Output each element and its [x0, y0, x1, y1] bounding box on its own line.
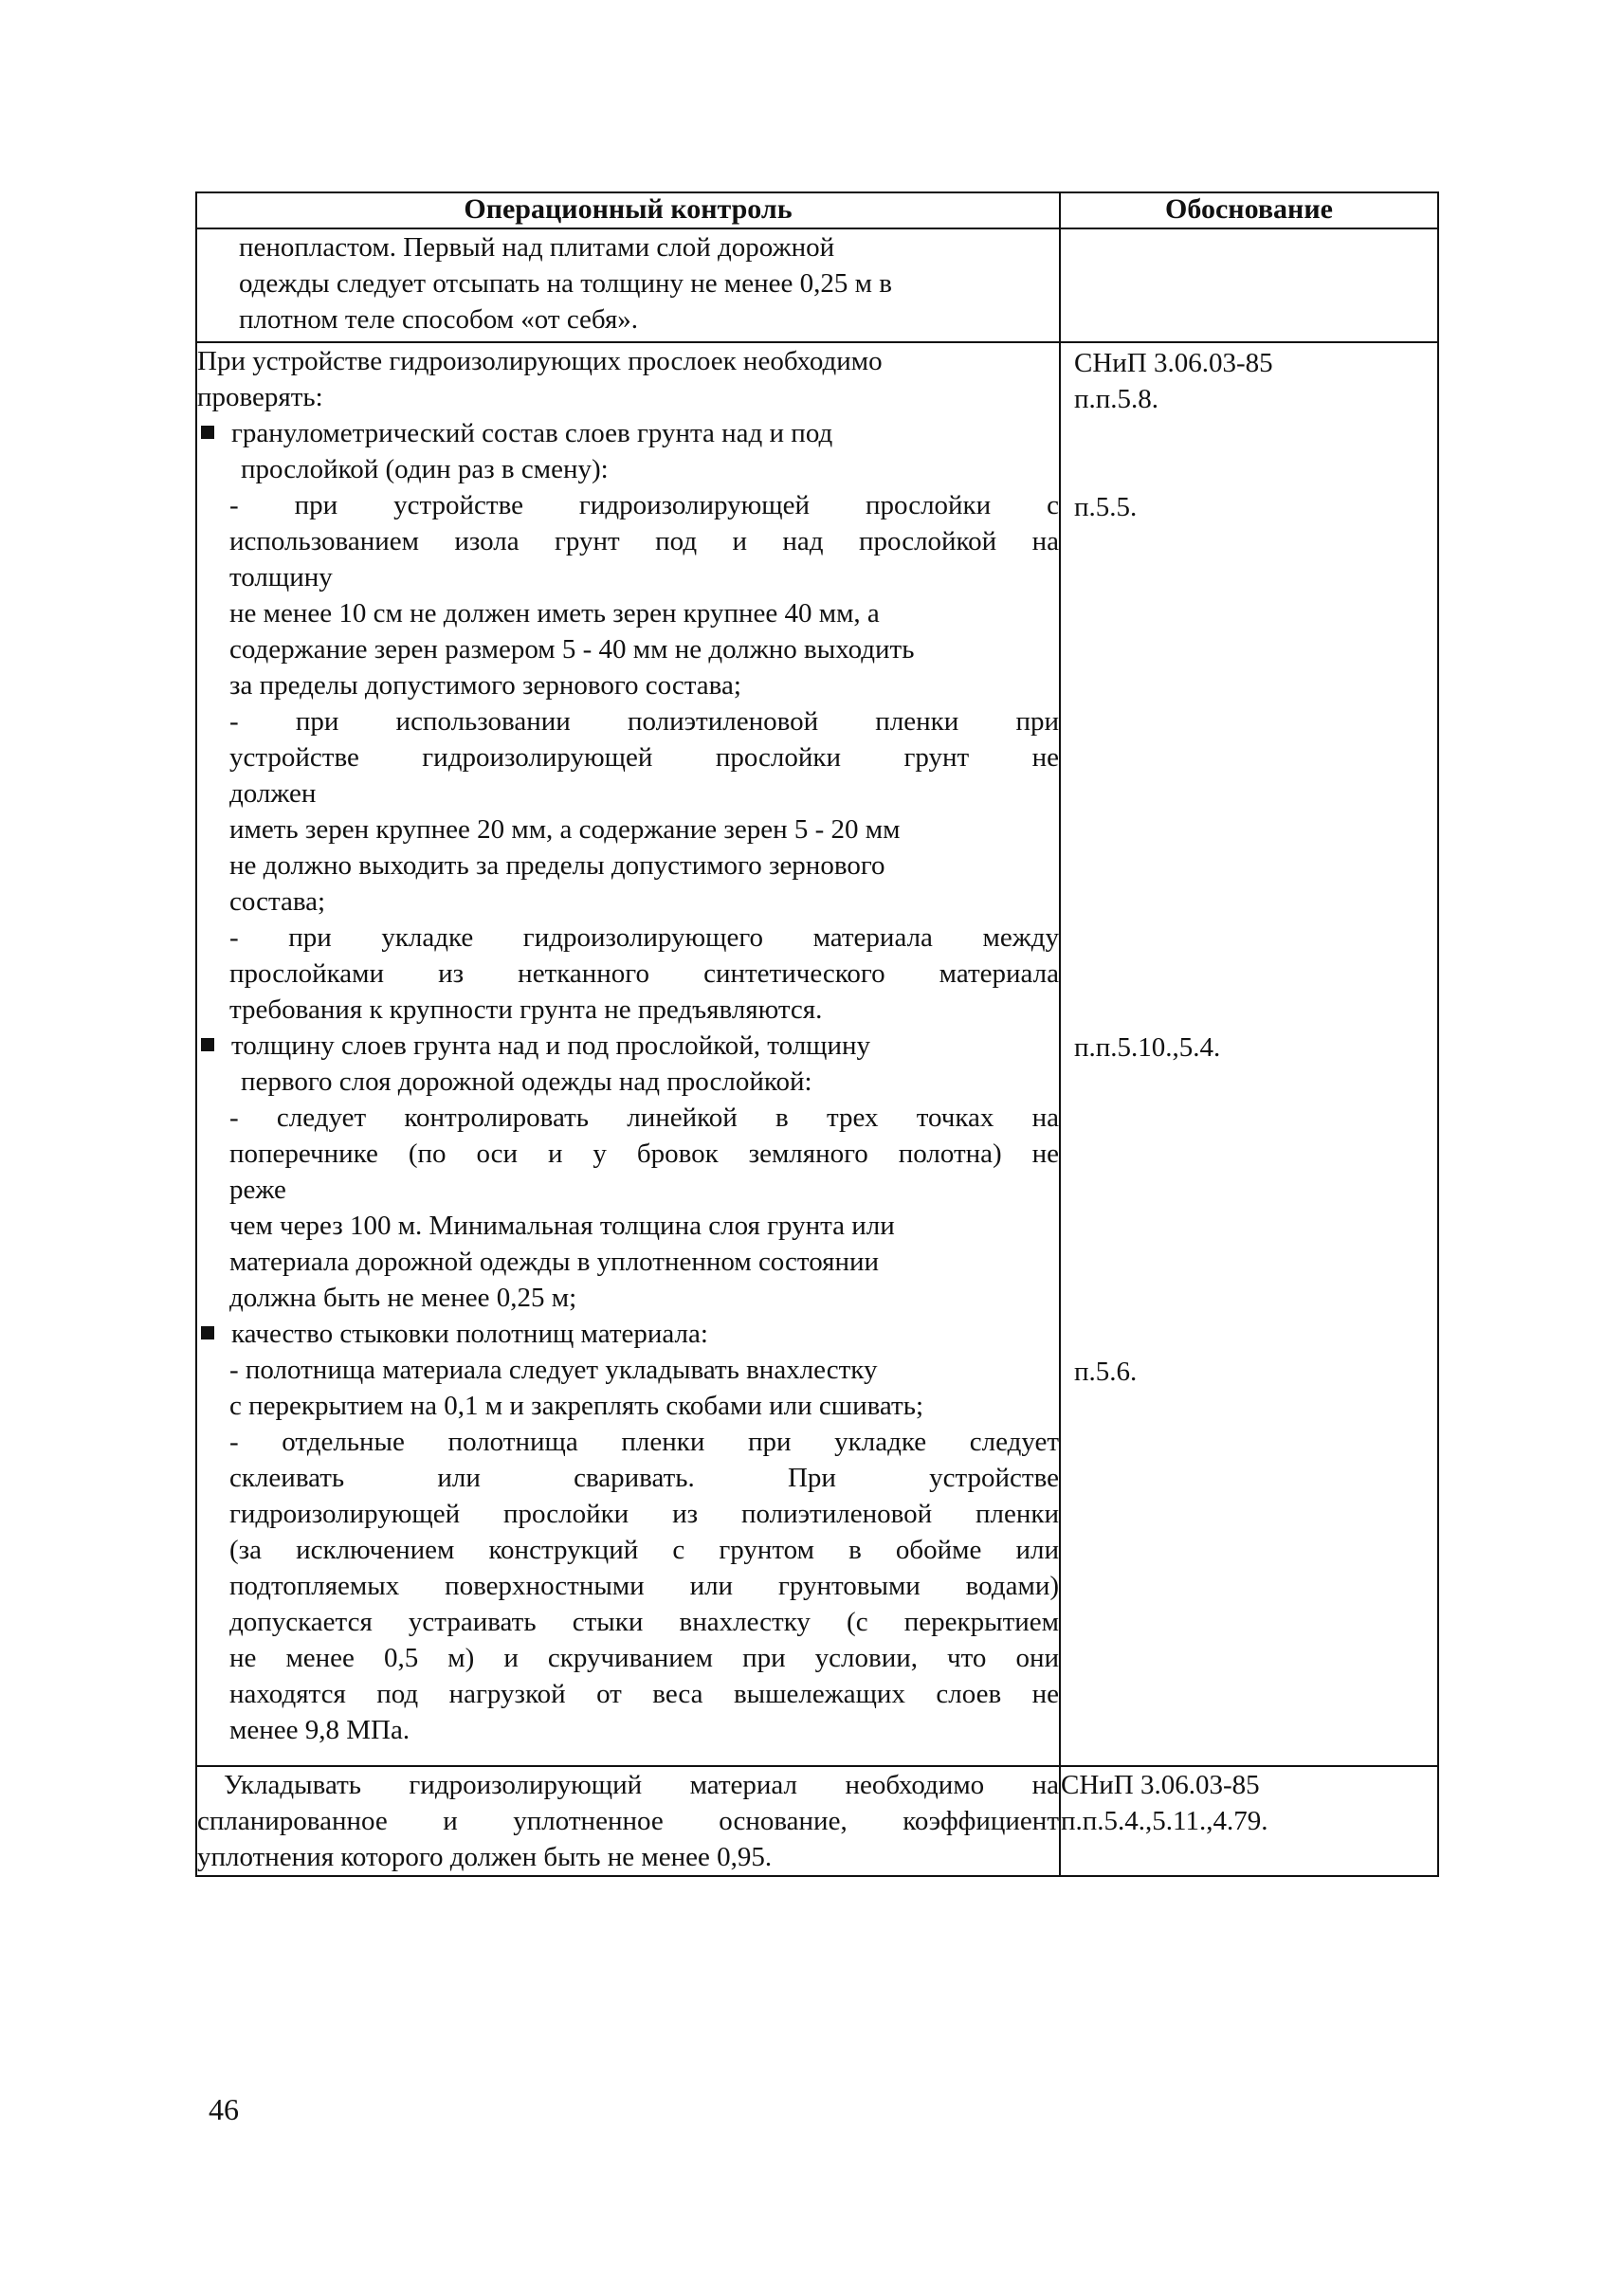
- dash-line: должна быть не менее 0,25 м;: [229, 1283, 577, 1313]
- dash-line: допускается устраивать стыки внахлестку (с перекрытием: [229, 1607, 1059, 1637]
- dash-line: чем через 100 м. Минимальная толщина слоя грунта или: [229, 1211, 895, 1241]
- row3-line: Укладывать гидроизолирующий материал необходимо на: [224, 1770, 1059, 1800]
- dash-line: склеивать или сваривать. При устройстве: [229, 1463, 1059, 1493]
- dash-line: требования к крупности грунта не предъявляются.: [229, 994, 823, 1025]
- row1-control-cell: [196, 228, 1060, 342]
- table-row: [196, 228, 1438, 342]
- intro-line: При устройстве гидроизолирующих прослоек необходимо: [197, 346, 883, 376]
- dash-line: (за исключением конструкций с грунтом в обойме или: [229, 1535, 1059, 1565]
- dash-item: [197, 703, 1059, 920]
- row1-line: одежды следует отсыпать на толщину не менее 0,25 м в: [239, 268, 892, 299]
- row1-line: плотном теле способом «от себя».: [239, 304, 639, 335]
- header-operational-control: Операционный контроль: [196, 192, 1060, 228]
- header-justification: Обоснование: [1060, 192, 1438, 228]
- bullet-line: первого слоя дорожной одежды над прослойкой:: [241, 1066, 812, 1097]
- row3-line: уплотнения которого должен быть не менее 0,95.: [197, 1842, 773, 1872]
- dash-line: - отдельные полотнища пленки при укладке следует: [229, 1427, 1059, 1457]
- reference-clause: п.5.5.: [1074, 492, 1138, 522]
- table-row: [196, 342, 1438, 1766]
- row3-control-cell: [196, 1766, 1060, 1876]
- dash-line: находятся под нагрузкой от веса вышележащих слоев не: [229, 1679, 1059, 1709]
- dash-line: не должно выходить за пределы допустимого зернового: [229, 850, 885, 881]
- row2-justification-cell: [1060, 342, 1438, 1766]
- dash-line: - при устройстве гидроизолирующей прослойки с: [229, 490, 1059, 520]
- dash-line: не менее 0,5 м) и скручиванием при условии, что они: [229, 1643, 1059, 1673]
- dash-line: поперечнике (по оси и у бровок земляного полотна) не: [229, 1139, 1059, 1169]
- row3-justification-cell: [1060, 1766, 1438, 1876]
- dash-item: [197, 920, 1059, 1028]
- square-bullet-icon: [201, 1326, 214, 1339]
- dash-line: - полотнища материала следует укладывать внахлестку: [229, 1355, 878, 1385]
- dash-line: содержание зерен размером 5 - 40 мм не должно выходить: [229, 634, 915, 665]
- dash-line: подтопляемых поверхностными или грунтовыми водами): [229, 1571, 1059, 1601]
- dash-line: - при укладке гидроизолирующего материала между: [229, 922, 1059, 953]
- square-bullet-icon: [201, 426, 214, 439]
- dash-item: [197, 487, 1059, 703]
- dash-item: [197, 1352, 1059, 1424]
- dash-line: устройстве гидроизолирующей прослойки грунт не: [229, 742, 1059, 773]
- intro-line: проверять:: [197, 382, 323, 412]
- dash-line: состава;: [229, 886, 326, 917]
- dash-line: использованием изола грунт под и над прослойкой на: [229, 526, 1059, 556]
- dash-line: с перекрытием на 0,1 м и закреплять скобами или сшивать;: [229, 1391, 924, 1421]
- dash-item: [197, 1424, 1059, 1748]
- reference-clause: п.п.5.8.: [1074, 384, 1159, 414]
- bullet-line: прослойкой (один раз в смену):: [241, 454, 609, 484]
- row2-control-cell: [196, 342, 1060, 1766]
- square-bullet-icon: [201, 1038, 214, 1051]
- reference-snip: СНиП 3.06.03-85: [1061, 1770, 1260, 1800]
- bullet-line: толщину слоев грунта над и под прослойкой, толщину: [231, 1030, 871, 1061]
- reference-clause: п.п.5.10.,5.4.: [1074, 1032, 1221, 1063]
- reference-clause: п.п.5.4.,5.11.,4.79.: [1061, 1806, 1268, 1836]
- control-table: [195, 191, 1439, 1877]
- dash-line: должен: [229, 778, 317, 809]
- dash-line: толщину: [229, 562, 333, 592]
- bullet-item: [197, 1316, 1059, 1352]
- dash-line: материала дорожной одежды в уплотненном состоянии: [229, 1247, 880, 1277]
- table-row: [196, 1766, 1438, 1876]
- dash-line: реже: [229, 1175, 286, 1205]
- page-number: 46: [209, 2092, 239, 2126]
- reference-snip: СНиП 3.06.03-85: [1074, 348, 1273, 378]
- bullet-line: качество стыковки полотнищ материала:: [231, 1319, 708, 1349]
- dash-line: гидроизолирующей прослойки из полиэтиленовой пленки: [229, 1499, 1059, 1529]
- dash-item: [197, 1100, 1059, 1316]
- bullet-item: [197, 415, 1059, 487]
- reference-clause: п.5.6.: [1074, 1357, 1138, 1387]
- row1-justification-cell: [1060, 228, 1438, 342]
- bullet-line: гранулометрический состав слоев грунта над и под: [231, 418, 833, 448]
- dash-line: за пределы допустимого зернового состава;: [229, 670, 741, 701]
- dash-line: иметь зерен крупнее 20 мм, а содержание зерен 5 - 20 мм: [229, 814, 901, 845]
- dash-line: прослойками из нетканного синтетического материала: [229, 958, 1059, 989]
- dash-line: - следует контролировать линейкой в трех точках на: [229, 1102, 1059, 1133]
- dash-line: не менее 10 см не должен иметь зерен крупнее 40 мм, а: [229, 598, 880, 629]
- table-header-row: [196, 192, 1438, 228]
- row3-line: спланированное и уплотненное основание, коэффициент: [197, 1806, 1059, 1836]
- bullet-item: [197, 1028, 1059, 1100]
- row1-line: пенопластом. Первый над плитами слой дорожной: [239, 232, 835, 263]
- dash-line: - при использовании полиэтиленовой пленки при: [229, 706, 1059, 737]
- dash-line: менее 9,8 МПа.: [229, 1715, 410, 1745]
